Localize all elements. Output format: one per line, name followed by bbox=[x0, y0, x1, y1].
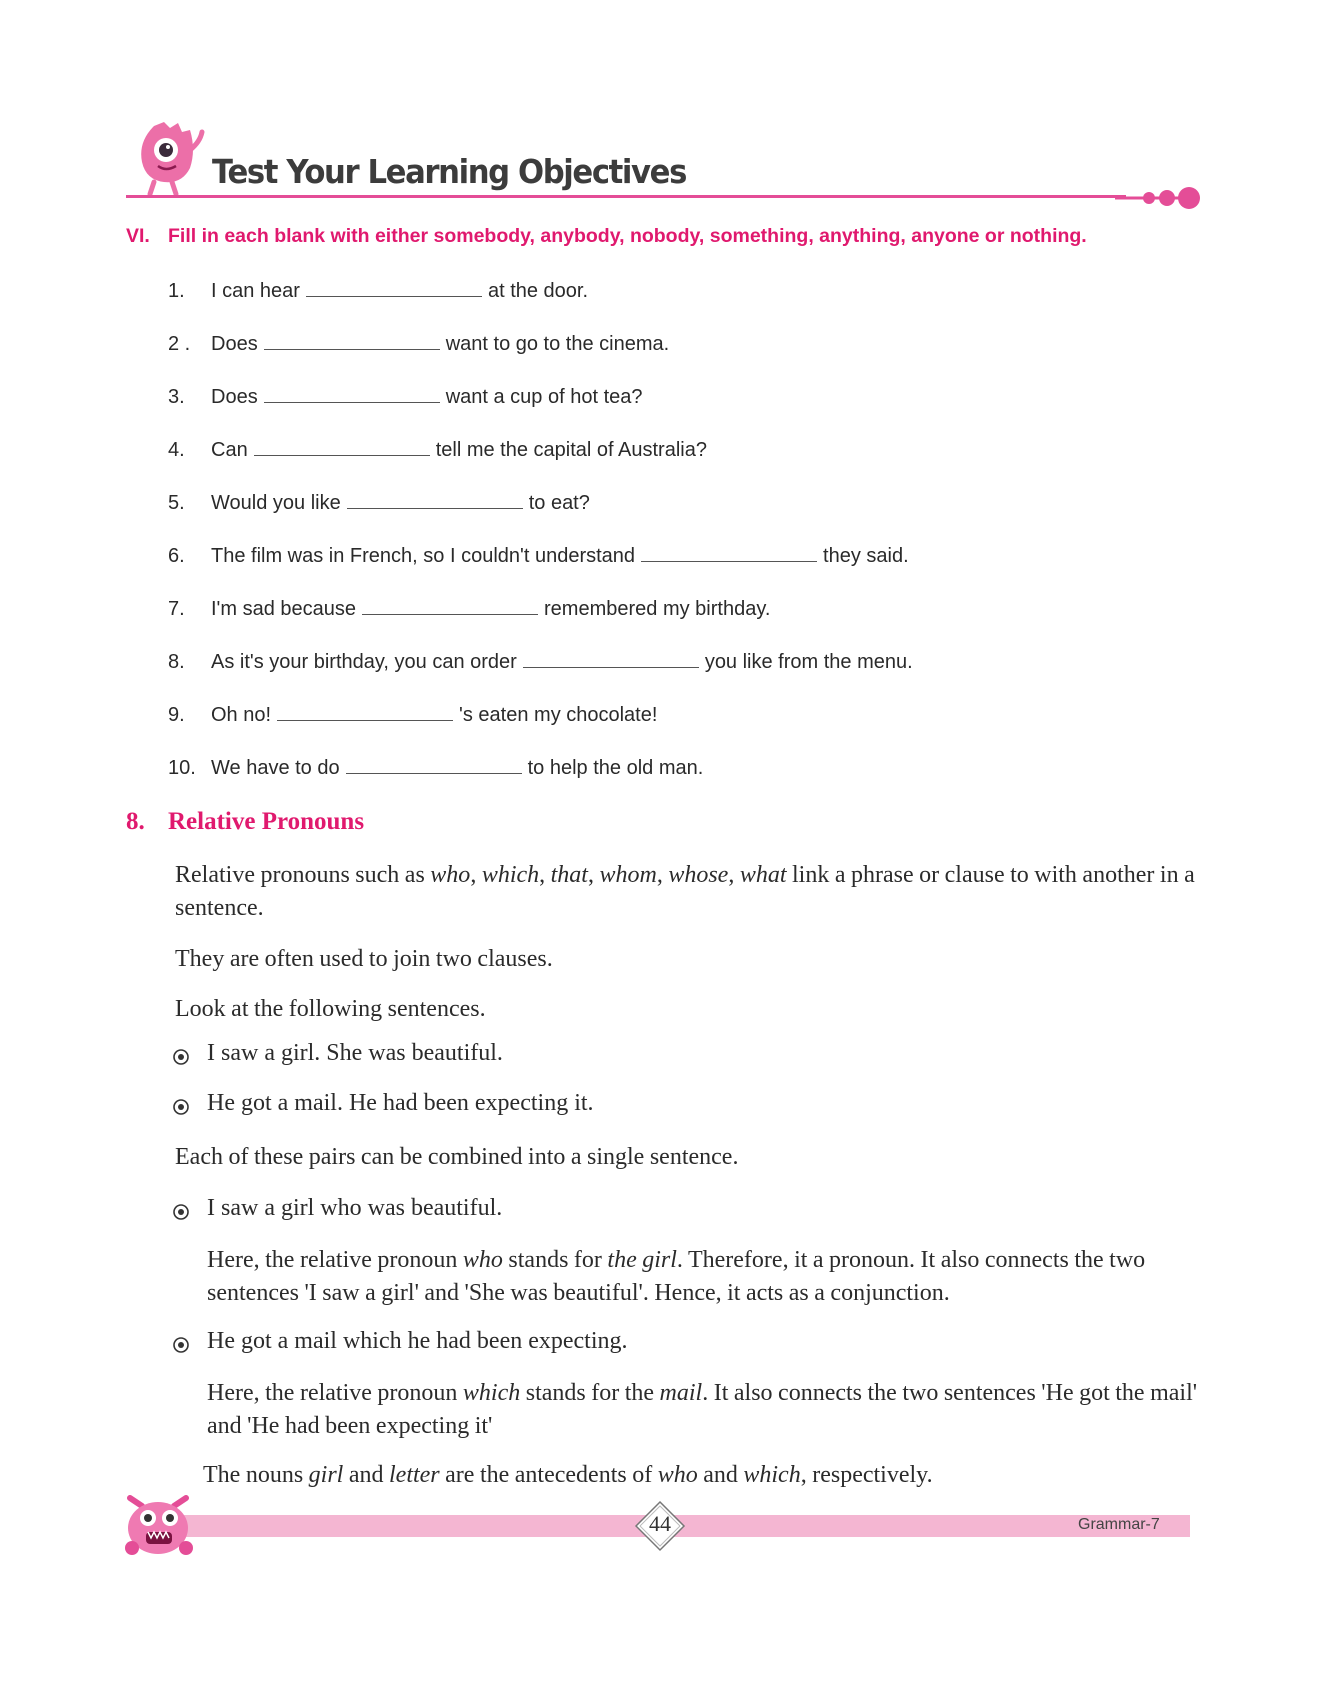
question-text-before: We have to do bbox=[211, 757, 340, 779]
answer-blank[interactable] bbox=[277, 702, 453, 721]
exercise-instruction-text: Fill in each blank with either somebody, anybody, nobody, something, anything, anyone or nothing. bbox=[168, 225, 1087, 247]
example-text: He got a mail. He had been expecting it. bbox=[207, 1090, 594, 1116]
section-number: 8. bbox=[126, 808, 145, 835]
exercise-number: VI. bbox=[126, 225, 150, 247]
question-item bbox=[168, 437, 707, 462]
question-text-before: Does bbox=[211, 333, 258, 355]
text: stands for the bbox=[520, 1380, 660, 1406]
question-number: 1. bbox=[168, 280, 185, 302]
bullet-target-icon bbox=[172, 1048, 190, 1066]
text: stands for bbox=[502, 1247, 608, 1273]
separator: , bbox=[728, 862, 740, 888]
answer-blank[interactable] bbox=[523, 649, 699, 668]
text: are the antecedents of bbox=[439, 1462, 658, 1488]
text: and bbox=[343, 1462, 389, 1488]
separator: , bbox=[539, 862, 551, 888]
text: . It also connects the two sentences 'He got the mail' and 'He had been expecting it' bbox=[207, 1380, 1198, 1439]
question-text-before: I'm sad because bbox=[211, 598, 357, 620]
question-text-after: to eat? bbox=[528, 492, 590, 514]
term: girl bbox=[308, 1462, 344, 1488]
question-item bbox=[168, 543, 909, 568]
question-item bbox=[168, 331, 669, 356]
term-that: that bbox=[550, 862, 588, 888]
term-whom: whom bbox=[599, 862, 657, 888]
term: which bbox=[743, 1462, 801, 1488]
answer-blank[interactable] bbox=[306, 278, 482, 297]
term: the girl bbox=[607, 1247, 677, 1273]
question-text-before: As it's your birthday, you can order bbox=[211, 651, 517, 673]
question-text-after: tell me the capital of Australia? bbox=[435, 439, 707, 461]
question-number: 9. bbox=[168, 704, 185, 726]
page-number: 44 bbox=[649, 1511, 671, 1536]
question-text-after: remembered my birthday. bbox=[544, 598, 771, 620]
question-number: 4. bbox=[168, 439, 185, 461]
question-number: 8. bbox=[168, 651, 185, 673]
term: who bbox=[462, 1247, 503, 1273]
combined-text: I saw a girl who was beautiful. bbox=[207, 1195, 503, 1221]
section-title: Relative Pronouns bbox=[168, 808, 365, 835]
answer-blank[interactable] bbox=[641, 543, 817, 562]
text: and bbox=[697, 1462, 744, 1488]
question-number: 5. bbox=[168, 492, 185, 514]
term: letter bbox=[389, 1462, 440, 1488]
question-text-after: to help the old man. bbox=[527, 757, 704, 779]
term-who: who bbox=[430, 862, 471, 888]
closing-paragraph bbox=[203, 1459, 933, 1492]
question-text-before: The film was in French, so I couldn't understand bbox=[211, 545, 636, 567]
question-number: 7. bbox=[168, 598, 185, 620]
explanation-paragraph bbox=[207, 1377, 1217, 1443]
text: Here, the relative pronoun bbox=[207, 1247, 463, 1273]
answer-blank[interactable] bbox=[264, 331, 440, 350]
text: The nouns bbox=[203, 1462, 309, 1488]
text: link a phrase or clause to with another in a sentence. bbox=[175, 862, 1195, 921]
answer-blank[interactable] bbox=[362, 596, 538, 615]
question-text-after: 's eaten my chocolate! bbox=[459, 704, 658, 726]
answer-blank[interactable] bbox=[254, 437, 430, 456]
term: which bbox=[462, 1380, 521, 1406]
combined-bullet bbox=[0, 1195, 1332, 1229]
section-heading bbox=[126, 808, 364, 836]
monster-mascot-icon bbox=[120, 1488, 198, 1560]
question-item bbox=[168, 490, 590, 515]
intro-paragraph bbox=[175, 859, 1215, 925]
question-item bbox=[168, 649, 913, 674]
answer-blank[interactable] bbox=[347, 490, 523, 509]
question-text-after: want a cup of hot tea? bbox=[445, 386, 643, 408]
bullet-target-icon bbox=[172, 1336, 190, 1354]
mascot-icon bbox=[132, 120, 212, 200]
question-text-after: want to go to the cinema. bbox=[445, 333, 670, 355]
text: , respectively. bbox=[800, 1462, 933, 1488]
question-item bbox=[168, 384, 643, 409]
question-number: 6. bbox=[168, 545, 185, 567]
paragraph: Each of these pairs can be combined into a single sentence. bbox=[175, 1144, 739, 1170]
header-title: Test Your Learning Objectives bbox=[212, 152, 686, 191]
question-item bbox=[168, 596, 770, 621]
separator: , bbox=[470, 862, 482, 888]
combined-text: He got a mail which he had been expecting. bbox=[207, 1328, 628, 1354]
separator: , bbox=[656, 862, 669, 888]
separator: , bbox=[587, 862, 600, 888]
question-text-before: I can hear bbox=[211, 280, 300, 302]
term-what: what bbox=[739, 862, 787, 888]
book-title: Grammar-7 bbox=[1078, 1516, 1160, 1533]
bullet-target-icon bbox=[172, 1203, 190, 1221]
question-text-before: Would you like bbox=[211, 492, 341, 514]
answer-blank[interactable] bbox=[346, 755, 522, 774]
question-text-before: Does bbox=[211, 386, 258, 408]
question-text-before: Oh no! bbox=[211, 704, 272, 726]
question-item bbox=[168, 702, 657, 727]
question-item bbox=[168, 278, 588, 303]
term-whose: whose bbox=[668, 862, 729, 888]
question-item bbox=[168, 755, 703, 780]
footer-bar bbox=[182, 1515, 1190, 1537]
question-text-after: they said. bbox=[823, 545, 909, 567]
question-number: 3. bbox=[168, 386, 185, 408]
question-number: 10. bbox=[168, 757, 196, 779]
text: Here, the relative pronoun bbox=[207, 1380, 463, 1406]
exercise-instruction bbox=[126, 225, 1087, 248]
question-number: 2 . bbox=[168, 333, 191, 355]
question-text-after: you like from the menu. bbox=[704, 651, 913, 673]
term-which: which bbox=[481, 862, 540, 888]
answer-blank[interactable] bbox=[264, 384, 440, 403]
decorative-dots-icon bbox=[1115, 185, 1205, 211]
text: . Therefore, it a pronoun. It also connects the two sentences 'I saw a girl' and 'She was beautiful'. Hence, it acts as a conjunction. bbox=[207, 1247, 1146, 1306]
example-bullet bbox=[0, 1090, 1332, 1124]
paragraph: They are often used to join two clauses. bbox=[175, 946, 553, 972]
question-text-before: Can bbox=[211, 439, 248, 461]
explanation-paragraph bbox=[207, 1244, 1217, 1310]
example-bullet bbox=[0, 1040, 1332, 1074]
term: who bbox=[657, 1462, 698, 1488]
header-rule bbox=[126, 195, 1126, 198]
text: Relative pronouns such as bbox=[175, 862, 431, 888]
combined-bullet bbox=[0, 1328, 1332, 1362]
example-text: I saw a girl. She was beautiful. bbox=[207, 1040, 503, 1066]
bullet-target-icon bbox=[172, 1098, 190, 1116]
term: mail bbox=[659, 1380, 703, 1406]
paragraph: Look at the following sentences. bbox=[175, 996, 486, 1022]
question-text-after: at the door. bbox=[487, 280, 589, 302]
